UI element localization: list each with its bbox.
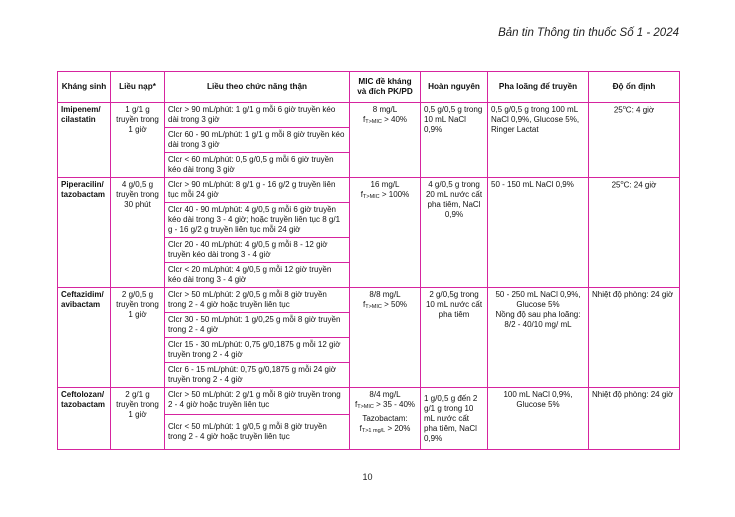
table-row xyxy=(58,288,680,313)
dilution-cell: 100 mL NaCl 0,9%, Glucose 5% xyxy=(488,388,589,450)
loading-dose-cell: 4 g/0,5 g truyền trong 30 phút xyxy=(111,178,165,288)
renal-dose-cell: Clcr 60 - 90 mL/phút: 1 g/1 g mỗi 8 giờ truyền kéo dài trong 3 giờ xyxy=(165,128,350,153)
renal-dose-cell: Clcr > 50 mL/phút: 2 g/1 g mỗi 8 giờ truyền trong 2 - 4 giờ hoặc truyền liên tục xyxy=(165,388,350,415)
header-mic: MIC đề kháng và đích PK/PD xyxy=(350,72,421,103)
stability-cell: 25$^o$C: 4 giờ xyxy=(589,103,680,178)
reconstitution-cell: 1 g/0,5 g đến 2 g/1 g trong 10 mL nước cất pha tiêm, NaCl 0,9% xyxy=(421,388,488,450)
mic-cell: 8/8 mg/L $f_{T>MIC} > 50\%$ xyxy=(350,288,421,388)
renal-dose-cell: Clcr > 50 mL/phút: 2 g/0,5 g mỗi 8 giờ truyền trong 2 - 4 giờ hoặc truyền liên tục xyxy=(165,288,350,313)
renal-dose-cell: Clcr > 90 mL/phút: 1 g/1 g mỗi 6 giờ truyền kéo dài trong 3 giờ xyxy=(165,103,350,128)
bulletin-header: Bản tin Thông tin thuốc Số 1 - 2024 xyxy=(498,27,679,39)
antibiotic-dosing-table xyxy=(57,71,680,450)
mic-cell: 16 mg/L $f_{T>MIC} > 100\%$ xyxy=(350,178,421,288)
renal-dose-cell: Clcr 6 - 15 mL/phút: 0,75 g/0,1875 g mỗi 24 giờ truyền trong 2 - 4 giờ xyxy=(165,363,350,388)
header-reconstitution: Hoàn nguyên xyxy=(421,72,488,103)
table-header-row xyxy=(58,72,680,103)
renal-dose-cell: Clcr 15 - 30 mL/phút: 0,75 g/0,1875 g mỗi 12 giờ truyền trong 2 - 4 giờ xyxy=(165,338,350,363)
reconstitution-cell: 2 g/0,5g trong 10 mL nước cất pha tiêm xyxy=(421,288,488,388)
renal-dose-cell: Clcr > 90 mL/phút: 8 g/1 g - 16 g/2 g truyền liên tục mỗi 24 giờ xyxy=(165,178,350,203)
stability-cell: 25$^o$C: 24 giờ xyxy=(589,178,680,288)
header-loading-dose: Liều nạp* xyxy=(111,72,165,103)
header-antibiotic: Kháng sinh xyxy=(58,72,111,103)
header-dilution: Pha loãng để truyền xyxy=(488,72,589,103)
loading-dose-cell: 2 g/0,5 g truyền trong 1 giờ xyxy=(111,288,165,388)
dilution-cell: 0,5 g/0,5 g trong 100 mL NaCl 0,9%, Glucose 5%, Ringer Lactat xyxy=(488,103,589,178)
loading-dose-cell: 2 g/1 g truyền trong 1 giờ xyxy=(111,388,165,450)
table-row xyxy=(58,178,680,203)
renal-dose-cell: Clcr < 60 mL/phút: 0,5 g/0,5 g mỗi 6 giờ truyền kéo dài trong 3 giờ xyxy=(165,153,350,178)
header-stability: Độ ổn định xyxy=(589,72,680,103)
renal-dose-cell: Clcr 20 - 40 mL/phút: 4 g/0,5 g mỗi 8 - 12 giờ truyền kéo dài trong 3 - 4 giờ xyxy=(165,238,350,263)
stability-cell: Nhiệt độ phòng: 24 giờ xyxy=(589,388,680,450)
renal-dose-cell: Clcr < 50 mL/phút: 1 g/0,5 g mỗi 8 giờ truyền trong 2 - 4 giờ hoặc truyền liên tục xyxy=(165,415,350,450)
loading-dose-cell: 1 g/1 g truyền trong 1 giờ xyxy=(111,103,165,178)
dilution-cell: 50 - 150 mL NaCl 0,9% xyxy=(488,178,589,288)
drug-name-cell: Imipenem/ cilastatin xyxy=(58,103,111,178)
drug-name-cell: Piperacilin/ tazobactam xyxy=(58,178,111,288)
reconstitution-cell: 0,5 g/0,5 g trong 10 mL NaCl 0,9% xyxy=(421,103,488,178)
mic-cell: 8 mg/L $f_{T>MIC} > 40\%$ xyxy=(350,103,421,178)
table-row xyxy=(58,103,680,128)
stability-cell: Nhiệt độ phòng: 24 giờ xyxy=(589,288,680,388)
drug-name-cell: Ceftolozan/ tazobactam xyxy=(58,388,111,450)
header-renal-dose: Liều theo chức năng thận xyxy=(165,72,350,103)
renal-dose-cell: Clcr 40 - 90 mL/phút: 4 g/0,5 g mỗi 6 giờ truyền kéo dài trong 3 - 4 giờ; hoặc truyền liên tục 8 g/1 g - 16 g/2 g truyền liên tục mỗi 24 giờ xyxy=(165,203,350,238)
renal-dose-cell: Clcr < 20 mL/phút: 4 g/0,5 g mỗi 12 giờ truyền kéo dài trong 3 - 4 giờ xyxy=(165,263,350,288)
drug-name-cell: Ceftazidim/ avibactam xyxy=(58,288,111,388)
table-row xyxy=(58,388,680,415)
renal-dose-cell: Clcr 30 - 50 mL/phút: 1 g/0,25 g mỗi 8 giờ truyền trong 2 - 4 giờ xyxy=(165,313,350,338)
page-number: 10 xyxy=(362,472,373,482)
mic-cell: 8/4 mg/L $f_{T>MIC} > 35 - 40\%$ Tazobactam: $f_{T>1 mg/L} > 20\%$ xyxy=(350,388,421,450)
dilution-cell: 50 - 250 mL NaCl 0,9%, Glucose 5% Nồng độ sau pha loãng: 8/2 - 40/10 mg/ mL xyxy=(488,288,589,388)
reconstitution-cell: 4 g/0,5 g trong 20 mL nước cất pha tiêm, NaCl 0,9% xyxy=(421,178,488,288)
